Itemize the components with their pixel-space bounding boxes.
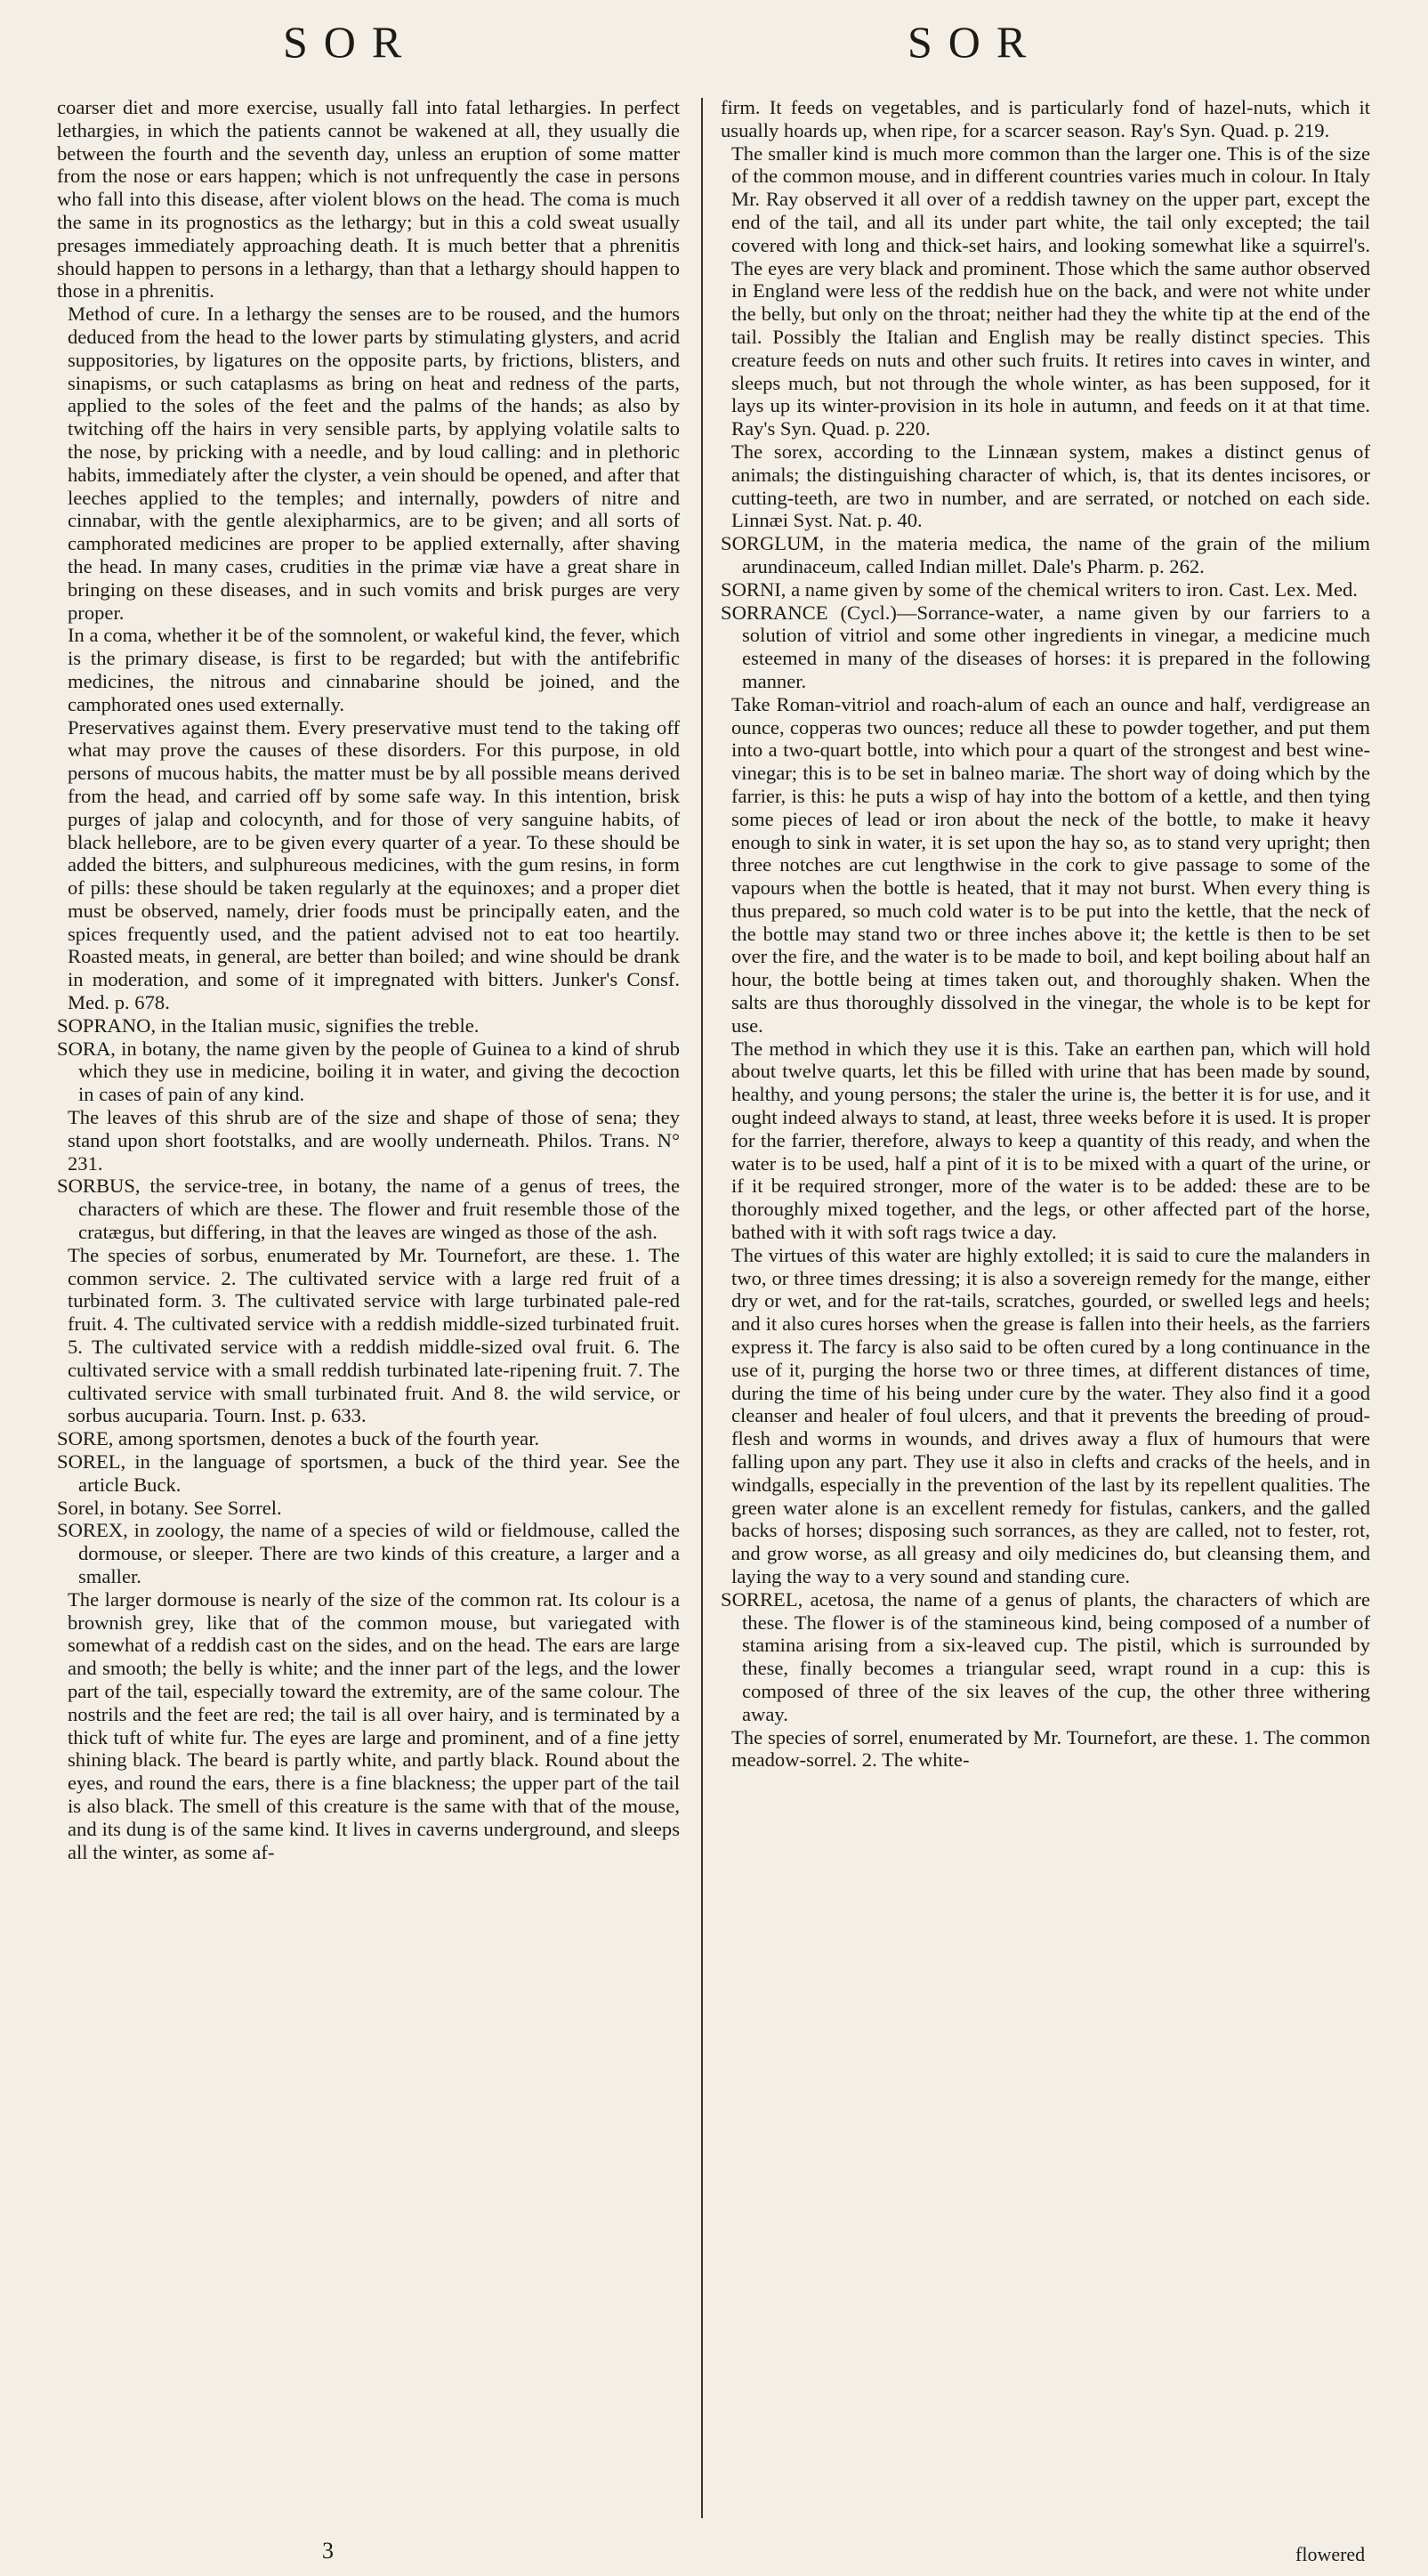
paragraph: The leaves of this shrub are of the size and shape of those of sena; they stand upon short footstalks, and are woolly underneath. Philos. Trans. N° 231. — [68, 1106, 680, 1175]
paragraph: The virtues of this water are highly extolled; it is said to cure the malanders in two, or three times dressing; it is also a sovereign remedy for the mange, either dry or wet, and for the rat-tails, scratches, gourded, or swelled legs and heels; and it also cures horses when the grease is fallen into their heels, as the farriers express it. The farcy is also said to be often cured by a long continuance in the use of it, purging the horse two or three times, at different distances of time, during the time of his being under cure by the water. They also find it a good cleanser and healer of foul ulcers, and that it prevents the breeding of proud-flesh and worms in wounds, and drives away a flux of humours that were falling upon any part. They use it also in clefts and cracks of the heels, and in windgalls, especially in the prevention of the last by its repellent qualities. The green water alone is an excellent remedy for fistulas, cankers, and the galled backs of horses; disposing such sorrances, as they are called, not to fester, rot, and grow worse, as all greasy and oily medicines do, but cleansing them, and laying the way to a very sound and standing cure. — [731, 1243, 1370, 1587]
paragraph: Method of cure. In a lethargy the senses are to be roused, and the humors deduced from the head to the lower parts by stimulating glysters, and acrid suppositories, by ligatures on the opposite parts, by frictions, blisters, and sinapisms, or such cataplasms as bring on heat and redness of the parts, applied to the soles of the feet and the palms of the hands; as also by twitching off the hairs in very sensible parts, by applying volatile salts to the nose, by pricking with a needle, and by loud calling: and in plethoric habits, immediately after the clyster, a vein should be opened, and after that leeches applied to the temples; and internally, powders of nitre and cinnabar, with the gentle alexipharmics, are to be given; and all sorts of camphorated medicines are proper to be applied externally, after shaving the head. In many cases, crudities in the primæ viæ have a great share in bringing on these diseases, and in such vomits and brisk purges are very proper. — [68, 303, 680, 624]
entry-soprano: SOPRANO, in the Italian music, signifies the treble. — [57, 1013, 480, 1037]
column-rule — [701, 98, 703, 2518]
running-head-right: SOR — [908, 17, 1043, 67]
entry-sorex: SOREX, in zoology, the name of a species of wild or fieldmouse, called the dormouse, or sleeper. There are two kinds of this creature, a larger and a smaller. — [57, 1519, 680, 1587]
paragraph: The species of sorbus, enumerated by Mr. Tournefort, are these. 1. The common service. 2. The cultivated service with a large red fruit of a turbinated form. 3. The cultivated service with large turbinated pale-red fruit. 4. The cultivated service with a reddish middle-sized turbinated fruit. 5. The cultivated service with a reddish middle-sized oval fruit. 6. The cultivated service with a small reddish turbinated late-ripening fruit. 7. The cultivated service with small turbinated fruit. And 8. the wild service, or sorbus aucuparia. Tourn. Inst. p. 633. — [68, 1243, 680, 1427]
paragraph: In a coma, whether it be of the somnolent, or wakeful kind, the fever, which is the primary disease, is first to be regarded; but with the antifebrific medicines, the nitrous and cinnabarine should be joined, and the camphorated ones used externally. — [68, 624, 680, 715]
entry-sora: SORA, in botany, the name given by the people of Guinea to a kind of shrub which they use in medicine, boiling it in water, and giving the decoction in cases of pain of any kind. — [57, 1037, 680, 1106]
entry-sorni: SORNI, a name given by some of the chemical writers to iron. Cast. Lex. Med. — [721, 577, 1358, 601]
entry-sorrel: SORREL, acetosa, the name of a genus of plants, the characters of which are these. The flower is of the stamineous kind, being composed of a number of stamina arising from a six-leaved cup. The pistil, which is surrounded by these, finally becomes a triangular seed, wrapt round in a cup: this is composed of three of the six leaves of the cup, the other three withering away. — [721, 1587, 1370, 1725]
right-column — [721, 96, 1370, 1772]
paragraph: The larger dormouse is nearly of the size of the common rat. Its colour is a brownish grey, like that of the common mouse, but variegated with somewhat of a reddish cast on the sides, and on the head. The ears are large and smooth; the belly is white; and the inner part of the legs, and the lower part of the tail, especially toward the extremity, are of the same colour. The nostrils and the feet are red; the tail is all over hairy, and is terminated by a thick tuft of white fur. The eyes are large and prominent, and of a fine jetty shining black. The beard is partly white, and partly black. Round about the eyes, and round the ears, there is a fine blackness; the upper part of the tail is also black. The smell of this creature is the same with that of the mouse, and its dung is of the same kind. It lives in caverns underground, and sleeps all the winter, as some af- — [68, 1587, 680, 1863]
paragraph: The method in which they use it is this. Take an earthen pan, which will hold about twelve quarts, let this be filled with urine that has been made by sound, healthy, and young persons; the staler the urine is, the better it is for use, and it ought indeed always to stand, at least, three weeks before it is used. It is proper for the farrier, therefore, always to keep a quantity of this ready, and when the water is to be used, half a pint of it is to be mixed with a quart of the urine, or if it be required stronger, more of the water is to be added: these are to be thoroughly mixed together, and the legs, or other affected part of the horse, bathed with it with soft rags twice a day. — [731, 1037, 1370, 1244]
entry-sorglum: SORGLUM, in the materia medica, the name of the grain of the milium arundinaceum, called Indian millet. Dale's Pharm. p. 262. — [721, 532, 1370, 577]
paragraph: The sorex, according to the Linnæan system, makes a distinct genus of animals; the distinguishing character of which, is, that its dentes incisores, or cutting-teeth, are two in number, and are serrated, or notched on each side. Linnæi Syst. Nat. p. 40. — [731, 440, 1370, 532]
paragraph: The smaller kind is much more common than the larger one. This is of the size of the common mouse, and in different countries varies much in colour. In Italy Mr. Ray observed it all over of a reddish tawney on the upper part, except the end of the tail, and all its under part white, the tail only excepted; the tail covered with long and thick-set hairs, and looking somewhat like a squirrel's. The eyes are very black and prominent. Those which the same author observed in England were less of the reddish hue on the back, and were not white under the belly, but only on the throat; neither had they the white tip at the end of the tail. Possibly the Italian and English may be really distinct species. This creature feeds on nuts and other such fruits. It retires into caves in winter, and sleeps much, but not through the whole winter, as has been supposed, for it lays up its winter-provision in its hole in autumn, and feeds on it at that time. Ray's Syn. Quad. p. 220. — [731, 141, 1371, 440]
entry-sorel-botany: Sorel, in botany. See Sorrel. — [57, 1496, 282, 1519]
catchword: flowered — [1295, 2543, 1366, 2565]
entry-sorbus: SORBUS, the service-tree, in botany, the name of a genus of trees, the characters of which are these. The flower and fruit resemble those of the cratægus, but differing, in that the leaves are winged as those of the ash. — [57, 1175, 680, 1244]
running-head-left: SOR — [283, 17, 418, 67]
paragraph: coarser diet and more exercise, usually fall into fatal lethargies. In perfect lethargies, in which the patients cannot be wakened at all, they usually die between the fourth and the seventh day, unless an eruption of some matter from the nose or ears happen; which is not unfrequently the case in persons who fall into this disease, after violent blows on the head. The coma is much the same in its prognostics as the lethargy; but in this a cold sweat usually presages immediately approaching death. It is much better that a phrenitis should happen to persons in a lethargy, than that a lethargy should happen to those in a phrenitis. — [57, 96, 680, 303]
paragraph: firm. It feeds on vegetables, and is particularly fond of hazel-nuts, which it usually hoards up, when ripe, for a scarcer season. Ray's Syn. Quad. p. 219. — [721, 96, 1370, 141]
folio-number: 3 — [322, 2538, 334, 2564]
paragraph: Preservatives against them. Every preservative must tend to the taking off what may prove the causes of these disorders. For this purpose, in old persons of mucous habits, the matter must be by all possible means derived from the head, and carried off by some safe way. In this intention, brisk purges of jalap and colocynth, and for those of very sanguine habits, of black hellebore, are to be given every quarter of a year. To these should be added the bitters, and sulphureous medicines, with the gum resins, in form of pills: these should be taken regularly at the equinoxes; and a proper diet must be observed, namely, drier foods must be principally eaten, and the spices frequently used, and the patient advised not to eat too heartily. Roasted meats, in general, are better than boiled; and wine should be drank in moderation, and some of it impregnated with bitters. Junker's Consf. Med. p. 678. — [68, 715, 680, 1014]
paragraph: Take Roman-vitriol and roach-alum of each an ounce and half, verdigrease an ounce, copperas two ounces; reduce all these to powder together, and put them into a two-quart bottle, into which pour a quart of the strongest and best wine-vinegar; this is to be set in balneo mariæ. The short way of doing which by the farrier, is this: he puts a wisp of hay into the bottom of a kettle, and then tying some pieces of lead or iron about the neck of the bottle, to make it heavy enough to sink in water, it is set upon the hay so, as to stand very upright; then three notches are cut lengthwise in the cork to give passage to some of the vapours when the bottle is heated, that it may not burst. When every thing is thus prepared, so much cold water is to be put into the kettle, that the neck of the bottle may stand two or three inches above it; the kettle is then to be set over the fire, and the water is to be made to boil, and kept boiling about half an hour, the bottle being at times taken out, and thoroughly shaken. When the salts are thus thoroughly dissolved in the vinegar, the whole is to be kept for use. — [731, 692, 1370, 1037]
entry-sorel: SOREL, in the language of sportsmen, a buck of the third year. See the article Buck. — [57, 1450, 680, 1496]
paragraph: The species of sorrel, enumerated by Mr. Tournefort, are these. 1. The common meadow-sorrel. 2. The white- — [731, 1725, 1370, 1772]
left-column — [57, 96, 680, 1863]
entry-sore: SORE, among sportsmen, denotes a buck of the fourth year. — [57, 1427, 540, 1450]
entry-sorrance: SORRANCE (Cycl.)—Sorrance-water, a name given by our farriers to a solution of vitriol and some other ingredients in vinegar, a medicine much esteemed in many of the diseases of horses: it is prepared in the following manner. — [721, 601, 1370, 692]
